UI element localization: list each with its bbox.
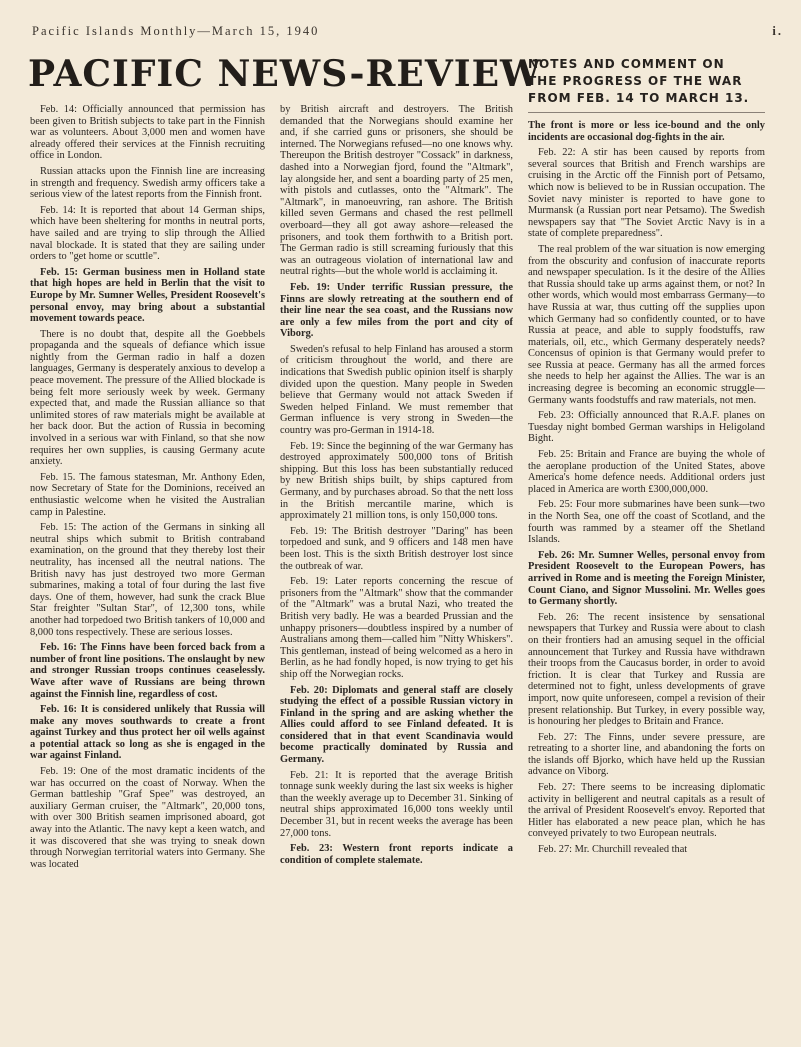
news-paragraph: Feb. 23: Western front reports indicate a condition of complete stalemate.: [280, 843, 513, 866]
news-paragraph: Feb. 19: One of the most dramatic incidents of the war has occurred on the coast of Norway. When the German battleship "Graf Spee" was destroyed, an auxiliary German cruiser, the "Altmark", 20,000 tons, with over 300 British seamen imprisoned aboard, got away into the Atlantic. The navy kept a keen watch, and it was discovered that she was trying to sneak down through Norwegian territorial waters into Germany. She was located: [30, 766, 265, 870]
news-paragraph: Feb. 16: It is considered unlikely that Russia will make any moves southwards to create a front against Turkey and thus protect her oil wells against a potential attack so long as she is engaged in the war against Finland.: [30, 704, 265, 762]
news-paragraph: Feb. 21: It is reported that the average British tonnage sunk weekly during the last six weeks is higher than the weekly average up to December 31. Sinking of neutral ships approximated 16,000 tons weekly until December 31, but in recent weeks the average has been 27,000 tons.: [280, 769, 513, 839]
news-paragraph: Feb. 20: Diplomats and general staff are closely studying the effect of a possible Russian victory in Finland in the spring and are asking whether the Allies could afford to see Finland defeated. It is considered that in that event Scandinavia would become practically dominated by Russia and Germany.: [280, 684, 513, 766]
news-paragraph: Feb. 19: The British destroyer "Daring" has been torpedoed and sunk, and 9 officers and 148 men have been lost. This is the sixth British destroyer lost since the outbreak of war.: [280, 525, 513, 572]
news-paragraph: The real problem of the war situation is now emerging from the obscurity and confusion of inaccurate reports and newspaper speculation. Is it the desire of the Allies that Russia should take up arms against them, or not? In other words, which would most embarrass Germany—to have Russia at war, thus cutting off the supplies upon which Germany had so confidently counted, or to have Russia at peace, and able to supply foodstuffs, raw materials, oil, etc., which Germany desperately needs? Concensus of opinion is that Germany would prefer to see Russia at peace. Germany has all the armed forces she needs to help her against the Allies. The war is an increasing degree is becoming an economic struggle—Germany wants foodstuffs and raw materials, not men.: [528, 243, 765, 406]
news-paragraph: Feb. 15: The action of the Germans in sinking all neutral ships which submit to British contraband examination, on the ground that they thereby lost their neutrality, has incensed all the neutral nations. The British navy has just destroyed two more German submarines, making a total of four during the last five days. One of them, however, had sunk the crack Blue Star freighter "Sultan Star", of 12,300 tons, while another had torpedoed two British tankers of 10,000 and 8,000 tons respectively. These are serious losses.: [30, 522, 265, 638]
news-paragraph: Feb. 25: Four more submarines have been sunk—two in the North Sea, one off the coast of Scotland, and the fourth was rammed by a steamer off the Shetland Islands.: [528, 499, 765, 546]
news-paragraph: by British aircraft and destroyers. The British demanded that the Norwegians should examine her and, if she carried guns or prisoners, she should be interned. The Norwegians refused—no one knows why. Thereupon the British destroyer "Cossack" in darkness, dashed into a Norwegian fjord, found the "Altmark", lay alongside her, and sent a boarding party of 25 men, with pistols and cutlasses, onto the "Altmark". The "Altmark", in manoeuvring, ran ashore. The British killed seven Germans and chased the rest pellmell overboard—they all got away ashore—released the prisoners, and took them forthwith to a British port. The German radio is still screaming furiously that this was an outrageous violation of international law and neutral rights—but the whole world is acclaiming it.: [280, 104, 513, 278]
news-paragraph: Feb. 16: The Finns have been forced back from a number of front line positions. The onslaught by new and stronger Russian troops continues ceaselessly. Wave after wave of Russians are being thrown against the Finnish line, regardless of cost.: [30, 642, 265, 700]
news-paragraph: Feb. 27: Mr. Churchill revealed that: [538, 844, 688, 856]
news-paragraph: There is no doubt that, despite all the Goebbels propaganda and the squeals of defiance which issue nightly from the German radio in half a dozen languages, Germany is desperately anxious to develop a peace movement. The pressure of the Allied blockade is being felt more seriously week by week. Germany expected that, and made the Russian alliance so that unlimited stores of raw materials might be available at her back door. But the action of Russia in becoming involved in a serious war with Finland, so that she now requires her own supplies, is causing Germany acute anxiety.: [30, 328, 265, 468]
masthead-title: PACIFIC NEWS-REVIEW: [28, 53, 542, 95]
deck-line: FROM FEB. 14 TO MARCH 13.: [528, 91, 750, 105]
deck-line: NOTES AND COMMENT ON: [528, 57, 725, 71]
news-paragraph: Feb. 14: Officially announced that permission has been given to British subjects to take part in the Finnish war as volunteers. About 3,000 men and women have already offered their services at the Finnish recruiting office in London.: [30, 104, 265, 162]
page-number: i.: [772, 24, 783, 38]
article-column-2: [280, 104, 513, 1039]
news-paragraph: Feb. 26: Mr. Sumner Welles, personal envoy from President Roosevelt to the European Powers, has arrived in Rome and is meeting the Foreign Minister, Count Ciano, and Signor Mussolini. Mr. Welles goes to Germany shortly.: [528, 549, 765, 608]
section-deck: [528, 56, 783, 107]
news-paragraph: Feb. 25: Britain and France are buying the whole of the aeroplane production of the United States, above America's home defence needs. Additional orders just placed in America are worth £300,000,000.: [528, 449, 765, 495]
news-paragraph: Russian attacks upon the Finnish line are increasing in strength and frequency. Swedish army officers take a serious view of the latest reports from the Finnish front.: [30, 165, 265, 201]
news-paragraph: Feb. 19: Under terrific Russian pressure, the Finns are slowly retreating at the southern end of their line near the sea coast, and the Russians now are only a few miles from the port and city of Viborg.: [280, 281, 513, 340]
news-paragraph: Sweden's refusal to help Finland has aroused a storm of criticism throughout the world, and there are indications that Swedish public opinion itself is sharply divided upon the question. Many people in Sweden believe that Germany would not attack Sweden if Sweden helped Finland. We must remember that German influence is very strong in Sweden—the country was pro-German in 1914-18.: [280, 343, 513, 437]
article-column-3: [528, 120, 765, 1040]
running-head-title: Pacific Islands Monthly—March 15, 1940: [32, 24, 320, 38]
news-paragraph: Feb. 19: Later reports concerning the rescue of prisoners from the "Altmark" show that the commander of the "Altmark" was a brutal Nazi, who treated the British very badly. He was a bearded Prussian and the unhappy prisoners—doubtless inspired by a number of Australians among them—called him "Nitty Whiskers". This gentleman, instead of being welcomed as a hero in Berlin, as he had fondly hoped, is now trying to get his ship off the Norwegian rocks.: [280, 576, 513, 680]
news-paragraph: The front is more or less ice-bound and the only incidents are occasional dog-fights in the air.: [528, 120, 765, 143]
running-head: [32, 24, 783, 42]
news-paragraph: Feb. 26: The recent insistence by sensational newspapers that Turkey and Russia were about to clash on their frontiers had an amusing sequel in the official announcement that Turkey and Russia have withdrawn their troops from the Caucasus border, in order to avoid friction. It is clear that Turkey and Russia are determined not to fight, unless developments of grave import, now quite unforeseen, compel a revision of their present relationship. But Turkey, in every possible way, is honouring her pledges to Britain and France.: [528, 611, 765, 728]
news-paragraph: Feb. 22: A stir has been caused by reports from several sources that British and French warships are cruising in the Arctic off the Finnish port of Petsamo, which now is believed to be in Russian occupation. The Soviet navy minister is reported to have gone to Murmansk (a Russian port near Petsamo). The Swedish newspapers say that "The Soviet Arctic Navy is in a state of complete preparedness".: [528, 147, 765, 240]
article-column-1: [30, 104, 265, 1039]
news-paragraph: Feb. 15. The famous statesman, Mr. Anthony Eden, now Secretary of State for the Dominions, received an enthusiastic welcome when he visited the Australian camp in Palestine.: [30, 471, 265, 518]
news-paragraph: Feb. 14: It is reported that about 14 German ships, which have been sheltering for months in neutral ports, have sailed and are trying to slip through the Allied naval blockade. It is stated that they are sailing under orders to "get home or scuttle".: [30, 204, 265, 263]
news-paragraph: Feb. 27: The Finns, under severe pressure, are retreating to a shorter line, and abandoning the forts on the islands off Bjorko, which have held up the Russian advance on Viborg.: [528, 731, 765, 778]
news-paragraph: Feb. 15: German business men in Holland state that high hopes are held in Berlin that the visit to Europe by Mr. Sumner Welles, President Roosevelt's personal envoy, may bring about a substantial movement towards peace.: [30, 266, 265, 325]
column-rule: [528, 112, 765, 113]
news-paragraph: Feb. 27: There seems to be increasing diplomatic activity in belligerent and neutral capitals as a result of the arrival of President Roosevelt's envoy. Reported that Hitler has elaborated a new peace plan, which he has conveyed privately to two European neutrals.: [528, 782, 765, 840]
news-paragraph: Feb. 23: Officially announced that R.A.F. planes on Tuesday night bombed German warships in Heligoland Bight.: [528, 410, 765, 445]
news-paragraph: Feb. 19: Since the beginning of the war Germany has destroyed approximately 500,000 tons of British shipping. But this loss has been substantially reduced by new British ships built, by ships captured from Germany, and by purchases abroad. So that the nett loss in the British mercantile marine, which is approximately 21 million tons, is only 150,000 tons.: [280, 440, 513, 522]
deck-line: THE PROGRESS OF THE WAR: [528, 74, 743, 88]
